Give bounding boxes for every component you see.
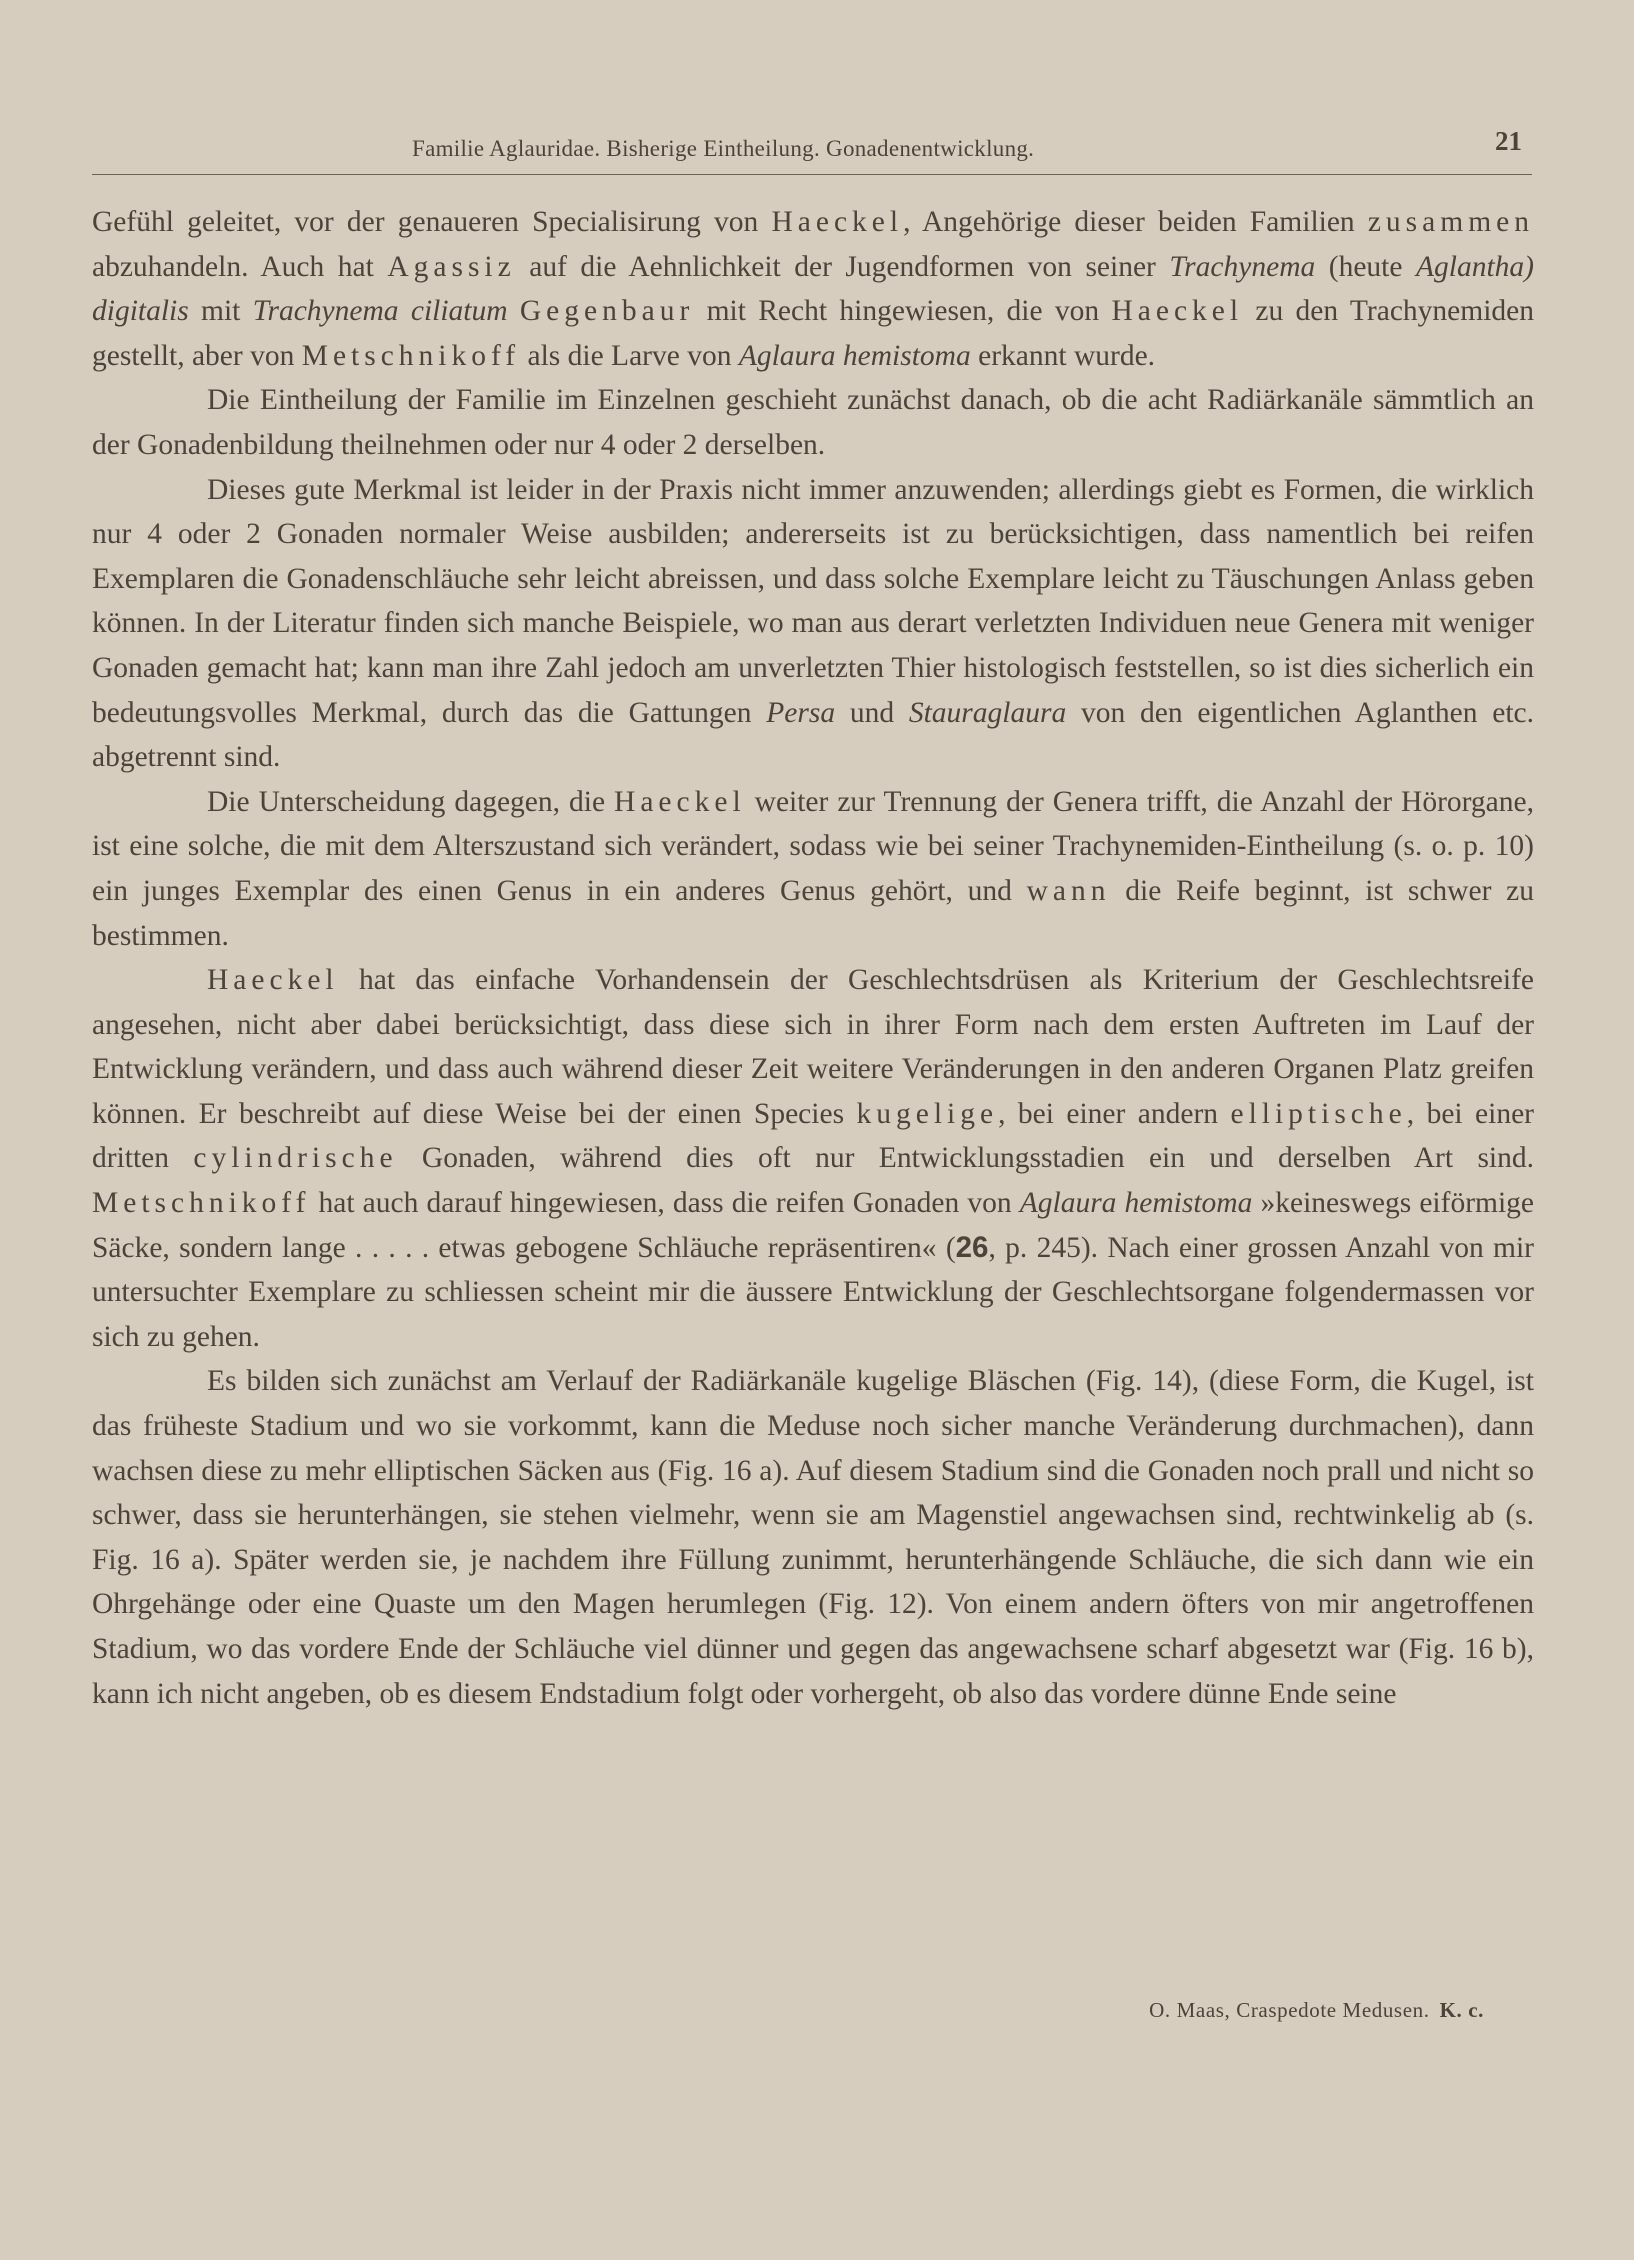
spaced-name: Haeckel bbox=[614, 785, 746, 818]
paragraph bbox=[92, 1359, 1534, 1716]
text-run: , p. 245). Nach einer grossen Anzahl von mir untersuchter Exemplare zu schliessen scheint mir die äussere Entwicklung der Geschlechtsorgane folgendermassen vor sich zu gehen. bbox=[92, 1231, 1534, 1353]
text-run: von den eigentlichen Aglanthen etc. abgetrennt sind. bbox=[92, 696, 1534, 774]
paragraph bbox=[92, 780, 1534, 958]
text-run: (heute bbox=[1315, 250, 1416, 283]
italic-taxon: Aglaura hemistoma bbox=[738, 339, 971, 372]
spaced-name: Metschnikoff bbox=[92, 1187, 311, 1220]
signature-text: O. Maas, Craspedote Medusen. bbox=[1149, 1998, 1430, 2022]
spaced-name: cylindrische bbox=[193, 1142, 398, 1175]
text-run: mit bbox=[188, 295, 253, 328]
italic-taxon: Trachynema ciliatum bbox=[252, 295, 508, 328]
text-run: Die Eintheilung der Familie im Einzelnen geschieht zunächst danach, ob die acht Radiärkanäle sämmtlich an der Gonadenbildung theilnehmen oder nur 4 oder 2 derselben. bbox=[92, 384, 1534, 461]
text-run: Gonaden, während dies oft nur Entwicklungsstadien ein und derselben Art sind. bbox=[397, 1142, 1534, 1175]
italic-taxon: Aglantha) digitalis bbox=[92, 250, 1534, 328]
spaced-name: elliptische bbox=[1230, 1097, 1407, 1130]
text-run: auf die Aehnlichkeit der Jugendformen von seiner bbox=[515, 250, 1170, 283]
paragraph bbox=[92, 378, 1534, 467]
italic-taxon: Aglaura hemistoma bbox=[1019, 1187, 1253, 1220]
text-run: , Angehörige dieser beiden Familien bbox=[903, 206, 1368, 238]
text-run: abzuhandeln. Auch hat bbox=[92, 250, 388, 283]
paragraph bbox=[92, 200, 1534, 378]
page-number: 21 bbox=[1495, 126, 1522, 156]
signature-line bbox=[1149, 1998, 1484, 2023]
text-run: »keineswegs eiförmige Säcke, sondern lange . . . . . etwas gebogene Schläuche repräsentiren« ( bbox=[92, 1187, 1535, 1264]
text-run: und bbox=[835, 696, 909, 729]
text-run: hat das einfache Vorhandensein der Geschlechtsdrüsen als Kriterium der Geschlechtsreife angesehen, nicht aber dabei berücksichtigt, dass diese sich in ihrer Form nach dem ersten Auftreten im Lauf der Entwicklung verändern, und dass auch während dieser Zeit weitere Veränderungen in den anderen Organen Platz greifen können. Er beschreibt auf diese Weise bei der einen Species bbox=[92, 964, 1534, 1130]
italic-taxon: Stauraglaura bbox=[908, 696, 1067, 729]
text-run: , bei einer andern bbox=[998, 1097, 1231, 1130]
text-run: die Reife beginnt, ist schwer zu bestimmen. bbox=[92, 874, 1534, 952]
running-header bbox=[92, 126, 1532, 175]
text-run: Gefühl geleitet, vor der genaueren Specialisirung von bbox=[92, 206, 772, 238]
text-run: als die Larve von bbox=[520, 339, 739, 372]
spaced-name: wann bbox=[1026, 874, 1111, 907]
text-run: weiter zur Trennung der Genera trifft, die Anzahl der Hörorgane, ist eine solche, die mit dem Alterszustand sich verändert, sodass wie bei seiner Trachynemiden-Eintheilung (s. o. p. 10) ein junges Exemplar des einen Genus in ein anderes Genus gehört, und bbox=[92, 785, 1534, 907]
text-run bbox=[508, 295, 520, 327]
spaced-name: Haeckel bbox=[771, 206, 904, 238]
spaced-name: Gegenbaur bbox=[519, 295, 695, 328]
spaced-name: Haeckel bbox=[207, 964, 339, 997]
spaced-name: zusammen bbox=[1367, 206, 1534, 238]
paragraph bbox=[92, 468, 1534, 780]
signature-letter: K. c. bbox=[1439, 1998, 1484, 2022]
text-run: Es bilden sich zunächst am Verlauf der Radiärkanäle kugelige Bläschen (Fig. 14), (diese Form, die Kugel, ist das früheste Stadium und wo sie vorkommt, kann die Meduse noch sicher manche Veränderung durchmachen), dann wachsen diese zu mehr elliptischen Säcken aus (Fig. 16 a). Auf diesem Stadium sind die Gonaden noch prall und nicht so schwer, dass sie herunterhängen, sie stehen vielmehr, wenn sie am Magenstiel angewachsen sind, rechtwinkelig ab (s. Fig. 16 a). Später werden sie, je nachdem ihre Füllung zunimmt, herunterhängende Schläuche, die sich dann wie ein Ohrgehänge oder eine Quaste um den Magen herumlegen (Fig. 12). Von einem andern öfters von mir angetroffenen Stadium, wo das vordere Ende der Schläuche viel dünner und gegen das angewachsene scharf abgesetzt war (Fig. 16 b), kann ich nicht angeben, ob es diesem Endstadium folgt oder vorhergeht, ob also das vordere dünne Ende seine bbox=[92, 1365, 1534, 1710]
text-run: mit Recht hingewiesen, die von bbox=[694, 295, 1112, 328]
italic-taxon: Trachynema bbox=[1169, 250, 1316, 283]
spaced-name: Metschnikoff bbox=[301, 339, 521, 372]
text-run: zu den Trachynemiden gestellt, aber von bbox=[92, 295, 1534, 372]
paragraph bbox=[92, 958, 1534, 1359]
running-title: Familie Aglauridae. Bisherige Eintheilung. Gonadenentwicklung. bbox=[412, 136, 1035, 161]
spaced-name: Haeckel bbox=[1111, 295, 1244, 328]
text-run: Dieses gute Merkmal ist leider in der Praxis nicht immer anzuwenden; allerdings giebt es Formen, die wirklich nur 4 oder 2 Gonaden normaler Weise ausbilden; andererseits ist zu berücksichtigen, dass namentlich bei reifen Exemplaren die Gonadenschläuche sehr leicht abreissen, und dass solche Exemplare leicht zu Täuschungen Anlass geben können. In der Literatur finden sich manche Beispiele, wo man aus derart verletzten Individuen neue Genera mit weniger Gonaden gemacht hat; kann man ihre Zahl jedoch am unverletzten Thier histologisch feststellen, so ist dies sicherlich ein bedeutungsvolles Merkmal, durch das die Gattungen bbox=[92, 473, 1534, 729]
reference-number: 26 bbox=[955, 1230, 989, 1264]
spaced-name: kugelige bbox=[856, 1097, 999, 1130]
text-run: hat auch darauf hingewiesen, dass die reifen Gonaden von bbox=[310, 1187, 1020, 1220]
italic-taxon: Persa bbox=[766, 696, 836, 729]
text-run: erkannt wurde. bbox=[970, 339, 1156, 372]
spaced-name: Agassiz bbox=[387, 250, 516, 283]
text-run: Die Unterscheidung dagegen, die bbox=[207, 785, 615, 818]
text-run: , bei einer dritten bbox=[92, 1097, 1535, 1175]
body-text bbox=[92, 200, 1534, 1716]
